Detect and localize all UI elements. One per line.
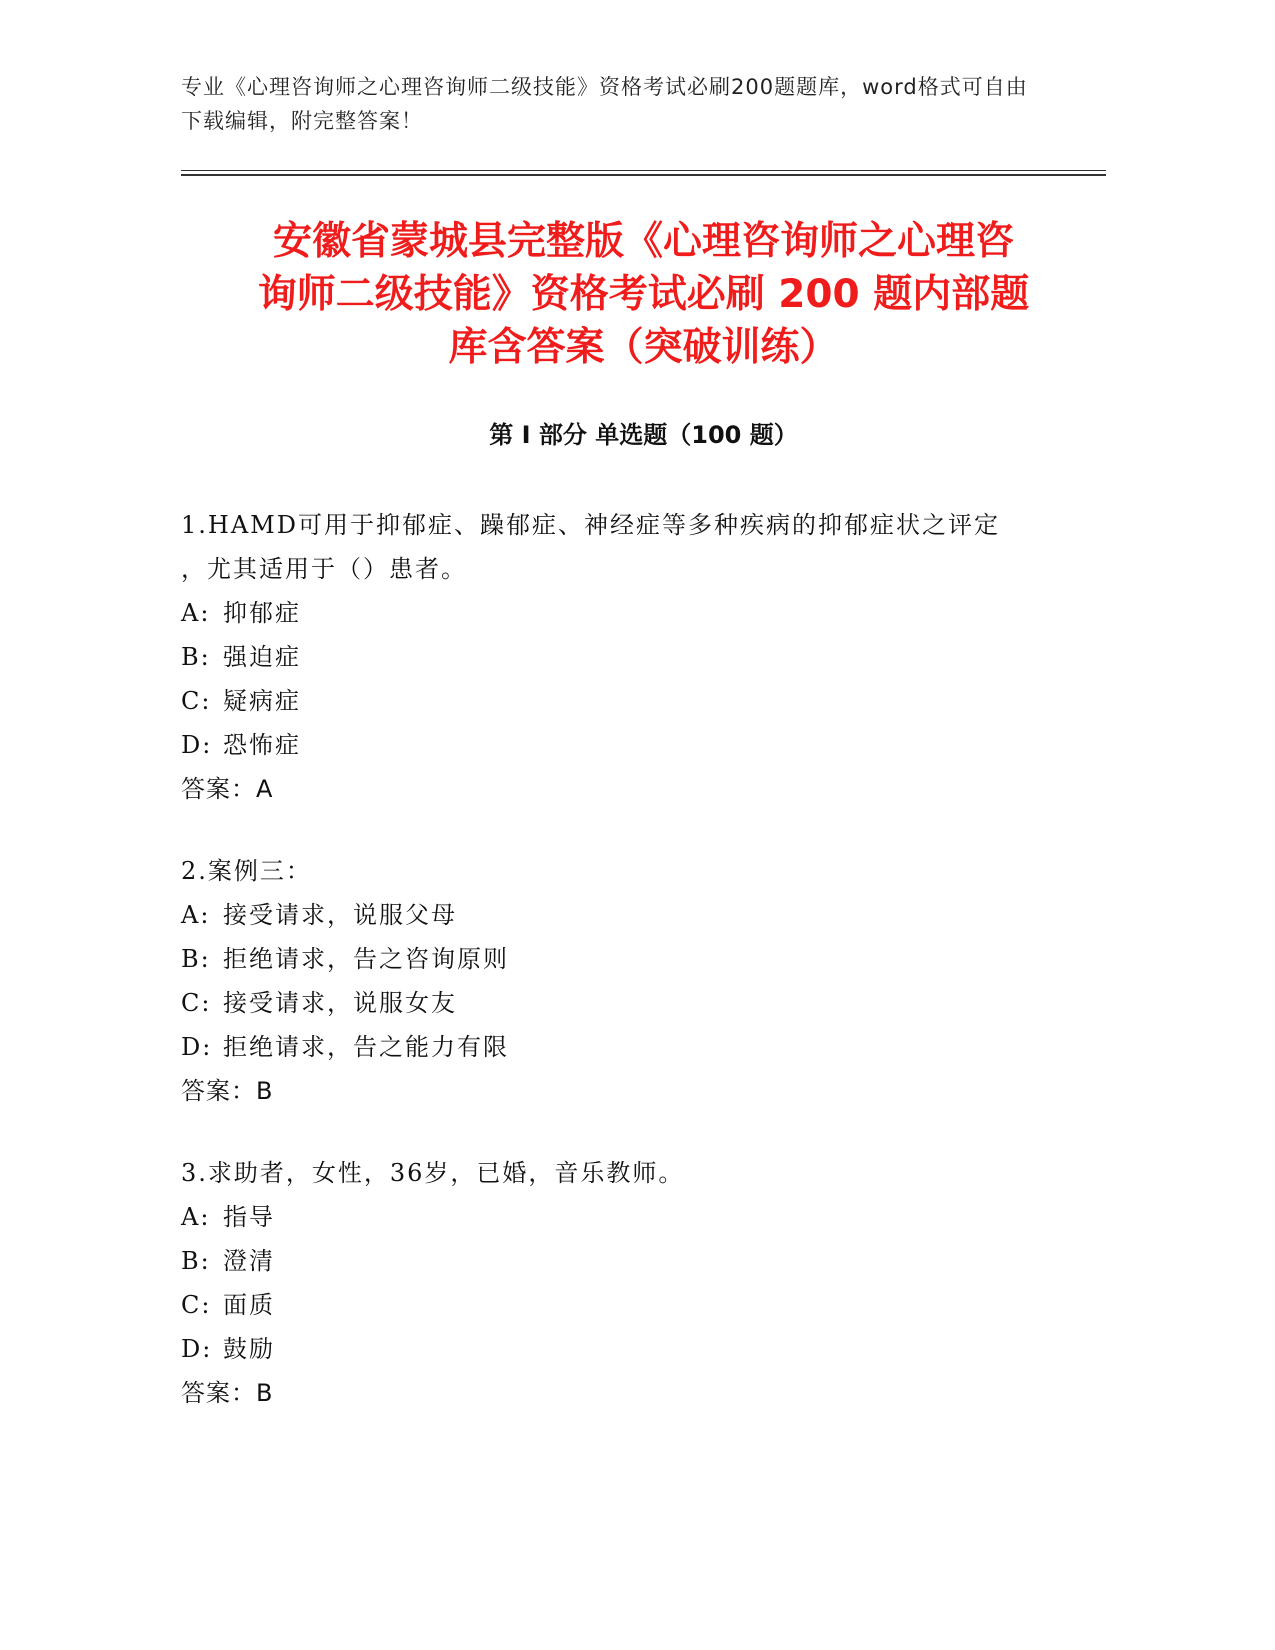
option-letter: D: (181, 731, 213, 759)
option-text: 抑郁症 (223, 599, 301, 627)
option-text: 疑病症 (223, 687, 301, 715)
option-c (181, 981, 1041, 1025)
title-line: 询师二级技能》资格考试必刷 200 题内部题 (257, 272, 1030, 317)
option-text: 拒绝请求，告之能力有限 (223, 1033, 509, 1061)
option-letter: C: (181, 1291, 212, 1319)
question-3 (181, 1151, 1041, 1415)
option-text: 指导 (223, 1203, 275, 1231)
option-letter: D: (181, 1335, 213, 1363)
question-2 (181, 849, 1041, 1113)
title-line: 安徽省蒙城县完整版《心理咨询师之心理咨 (272, 219, 1014, 264)
option-text: 澄清 (223, 1247, 275, 1275)
title-line: 库含答案（突破训练） (448, 325, 839, 370)
answer-line: 答案：B (181, 1077, 274, 1105)
option-d (181, 723, 1041, 767)
option-text: 接受请求，说服女友 (223, 989, 457, 1017)
option-letter: B: (181, 945, 211, 973)
option-a (181, 893, 1041, 937)
section-heading: 第 I 部分 单选题（100 题） (489, 421, 798, 449)
answer-line: 答案：A (181, 775, 274, 803)
document-title (181, 215, 1106, 374)
question-list (181, 503, 1041, 1453)
answer-line: 答案：B (181, 1379, 274, 1407)
question-1 (181, 503, 1041, 811)
option-d (181, 1327, 1041, 1371)
option-text: 拒绝请求，告之咨询原则 (223, 945, 509, 973)
option-d (181, 1025, 1041, 1069)
question-stem: 3.求助者，女性，36岁，已婚，音乐教师。 (181, 1159, 685, 1187)
question-stem: 1.HAMD可用于抑郁症、躁郁症、神经症等多种疾病的抑郁症状之评定 (181, 511, 1000, 539)
option-a (181, 591, 1041, 635)
option-text: 接受请求，说服父母 (223, 901, 457, 929)
option-letter: C: (181, 989, 212, 1017)
option-letter: A: (181, 901, 211, 929)
option-letter: A: (181, 1203, 211, 1231)
question-stem: ，尤其适用于（）患者。 (181, 555, 467, 583)
option-letter: B: (181, 1247, 211, 1275)
option-text: 强迫症 (223, 643, 301, 671)
option-b (181, 1239, 1041, 1283)
option-text: 鼓励 (223, 1335, 275, 1363)
option-text: 面质 (223, 1291, 275, 1319)
option-letter: D: (181, 1033, 213, 1061)
option-c (181, 679, 1041, 723)
option-letter: A: (181, 599, 211, 627)
option-letter: C: (181, 687, 212, 715)
option-a (181, 1195, 1041, 1239)
question-stem: 2.案例三： (181, 857, 312, 885)
option-text: 恐怖症 (223, 731, 301, 759)
header-divider-thick (181, 174, 1106, 176)
header-divider-thin (181, 170, 1106, 171)
header-note: 专业《心理咨询师之心理咨询师二级技能》资格考试必刷200题题库，word格式可自由下载编辑，附完整答案！ (181, 75, 1028, 133)
option-b (181, 937, 1041, 981)
option-c (181, 1283, 1041, 1327)
option-b (181, 635, 1041, 679)
option-letter: B: (181, 643, 211, 671)
